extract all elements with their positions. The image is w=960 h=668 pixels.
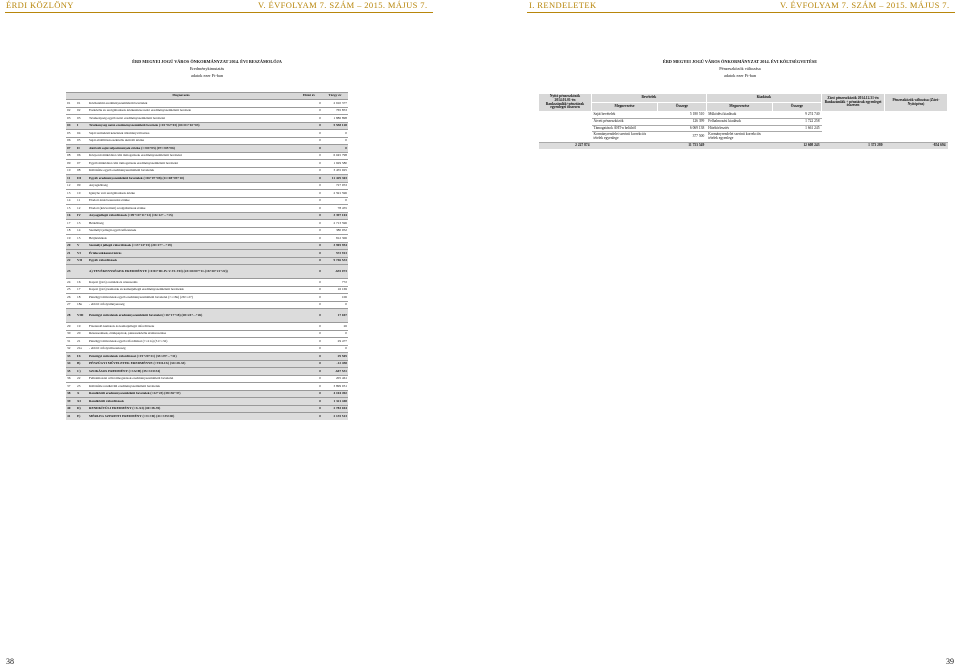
- left-journal-title: ÉRDI KÖZLÖNY: [6, 0, 74, 10]
- statement-row: [66, 294, 348, 302]
- row-code: 22: [76, 375, 88, 383]
- row-curr-value: 2 713 596: [322, 220, 348, 228]
- row-number: 12: [66, 182, 76, 190]
- rev-name: Saját bevételek: [592, 112, 658, 119]
- statement-row: [66, 286, 348, 294]
- statement-row: [66, 145, 348, 153]
- statement-row: [66, 175, 348, 183]
- row-label: Anyagköltség: [88, 182, 296, 190]
- row-code: 11: [76, 197, 88, 205]
- row-prev-value: 0: [296, 137, 322, 145]
- statement-row: [66, 107, 348, 115]
- row-number: 26: [66, 294, 76, 302]
- row-label: Saját termelésű készletek állományváltozása: [88, 130, 296, 138]
- income-statement-table: [66, 92, 348, 420]
- statement-row: [66, 398, 348, 406]
- cashflow-table: [538, 93, 948, 149]
- row-prev-value: 0: [296, 301, 322, 309]
- total-change: -854 694: [885, 142, 948, 148]
- statement-row: [66, 309, 348, 323]
- exp-amount: 9 274 740: [772, 112, 821, 119]
- row-number: 39: [66, 398, 76, 406]
- right-page-number: 39: [946, 657, 954, 666]
- row-curr-value: 106: [322, 294, 348, 302]
- row-label: Anyagjellegű ráfordítások (=09+10+11+12) (16=12+...+15): [88, 212, 296, 220]
- row-number: 08: [66, 152, 76, 160]
- statement-row: [66, 250, 348, 258]
- left-page-title: ÉRD MEGYEI JOGÚ VÁROS ÖNKORMÁNYZAT 2014. ÉVI BESZÁMOLÓJA: [132, 59, 282, 64]
- row-code: IV: [76, 212, 88, 220]
- row-label: Különféle egyéb eredményszemléletű bevételek: [88, 167, 296, 175]
- row-code: C): [76, 368, 88, 376]
- statement-row: [66, 242, 348, 250]
- row-label: Egyéb működési célú támogatások eredményszemléletű bevételei: [88, 160, 296, 168]
- row-prev-value: 0: [296, 190, 322, 198]
- row-code: VI: [76, 250, 88, 258]
- row-curr-value: 727 053: [322, 182, 348, 190]
- statement-row: [66, 330, 348, 338]
- row-prev-value: 0: [296, 100, 322, 108]
- total-revenues: 11 753 549: [658, 142, 707, 148]
- row-code: 17: [76, 286, 88, 294]
- row-number: 14: [66, 197, 76, 205]
- statement-row: [66, 227, 348, 235]
- row-code: 14: [76, 227, 88, 235]
- row-label: Bérköltség: [88, 220, 296, 228]
- row-curr-value: 1 929 580: [322, 160, 348, 168]
- row-prev-value: 0: [296, 368, 322, 376]
- row-curr-value: 765 853: [322, 107, 348, 115]
- row-prev-value: 0: [296, 220, 322, 228]
- row-label: Aktivált saját teljesítmények értéke (=±04+05) (07=±05+06): [88, 145, 296, 153]
- row-code: 12: [76, 205, 88, 213]
- row-curr-value: 11 429 303: [322, 175, 348, 183]
- row-number: 31: [66, 338, 76, 346]
- row-number: 25: [66, 286, 76, 294]
- row-prev-value: 0: [296, 413, 322, 420]
- row-label: Rendkívüli eredményszemléletű bevételek (=22+23) (38=36+37): [88, 390, 296, 398]
- statement-row: [66, 197, 348, 205]
- row-prev-value: 0: [296, 360, 322, 368]
- row-number: 27: [66, 301, 76, 309]
- statement-row: [66, 190, 348, 198]
- right-page-unit: adatok ezer Ft-ban: [724, 73, 756, 78]
- row-label: Értékcsökkenési leírás: [88, 250, 296, 258]
- row-code: 19: [76, 323, 88, 331]
- row-curr-value: 812 306: [322, 235, 348, 243]
- row-curr-value: 0: [322, 301, 348, 309]
- col-rev-name: Megnevezése: [592, 103, 658, 112]
- row-prev-value: 0: [296, 235, 322, 243]
- rev-amount: 5 180 510: [658, 112, 707, 119]
- row-curr-value: 4 104 492: [322, 390, 348, 398]
- row-number: 01: [66, 100, 76, 108]
- exp-amount: [772, 132, 821, 143]
- row-code: 18a: [76, 301, 88, 309]
- exp-name: Kormányrendelet szerinti korrekciós tételek egyenlege: [706, 132, 772, 143]
- row-code: 18: [76, 294, 88, 302]
- row-prev-value: 0: [296, 294, 322, 302]
- statement-row: [66, 405, 348, 413]
- row-prev-value: 0: [296, 323, 322, 331]
- rev-amount: 126 399: [658, 118, 707, 125]
- row-prev-value: 0: [296, 242, 322, 250]
- row-number: 09: [66, 160, 76, 168]
- row-label: Igénybe vett szolgáltatások értéke: [88, 190, 296, 198]
- row-prev-value: 0: [296, 279, 322, 287]
- statement-row: [66, 345, 348, 353]
- row-label: - ebből: árfolyamveszteség: [88, 345, 296, 353]
- row-curr-value: 2 910 377: [322, 100, 348, 108]
- col-revenues: Bevételek: [592, 94, 707, 103]
- row-number: 16: [66, 212, 76, 220]
- row-prev-value: 0: [296, 345, 322, 353]
- row-curr-value: 0: [322, 330, 348, 338]
- header-rule-left: [5, 12, 433, 13]
- row-prev-value: 0: [296, 122, 322, 130]
- row-code: 08: [76, 167, 88, 175]
- exp-name: Hiteltörlesztés: [706, 125, 772, 132]
- left-page-subtitle: Eredménykimutatás: [189, 66, 225, 71]
- row-code: 05: [76, 137, 88, 145]
- row-code: 04: [76, 130, 88, 138]
- col-rev-amount: Összege: [658, 103, 707, 112]
- row-curr-value: 1 321 448: [322, 398, 348, 406]
- row-curr-value: 0: [322, 145, 348, 153]
- row-code: E): [76, 413, 88, 420]
- row-curr-value: 205 461: [322, 375, 348, 383]
- row-number: 29: [66, 323, 76, 331]
- row-label: Felhalmozási célú támogatások eredményszemléletű bevételei: [88, 375, 296, 383]
- right-page-title: ÉRD MEGYEI JOGÚ VÁROS ÖNKORMÁNYZAT 2014. ÉVI KÖLTSÉGVETÉSE: [662, 59, 818, 64]
- row-code: 01: [76, 100, 88, 108]
- row-label: Személyi jellegű egyéb kifizetések: [88, 227, 296, 235]
- statement-row: [66, 279, 348, 287]
- statement-row: [66, 323, 348, 331]
- cashflow-total-row: [539, 142, 948, 148]
- right-issue-info: V. ÉVFOLYAM 7. SZÁM – 2015. MÁJUS 7.: [780, 0, 950, 10]
- row-label: PÉNZÜGYI MŰVELETEK EREDMÉNYE (=VIII-IX) (34=28-33): [88, 360, 296, 368]
- row-code: 23: [76, 383, 88, 391]
- row-code: 13: [76, 220, 88, 228]
- row-number: 28: [66, 309, 76, 323]
- statement-row: [66, 353, 348, 361]
- row-prev-value: 0: [296, 175, 322, 183]
- row-number: 32: [66, 345, 76, 353]
- row-label: Eladott áruk beszerzési értéke: [88, 197, 296, 205]
- row-number: 21: [66, 250, 76, 258]
- row-number: 30: [66, 330, 76, 338]
- row-code: 06: [76, 152, 88, 160]
- rev-name: Támogatások ÁHT-n belülről: [592, 125, 658, 132]
- row-code: [76, 265, 88, 279]
- row-code: II: [76, 145, 88, 153]
- row-prev-value: 0: [296, 115, 322, 123]
- row-number: 23: [66, 265, 76, 279]
- row-number: 22: [66, 257, 76, 265]
- statement-row: [66, 368, 348, 376]
- row-number: 07: [66, 145, 76, 153]
- row-prev-value: 0: [296, 182, 322, 190]
- exp-amount: 1 722 258: [772, 118, 821, 125]
- row-number: 15: [66, 205, 76, 213]
- rev-amount: 6 069 138: [658, 125, 707, 132]
- statement-row: [66, 182, 348, 190]
- row-label: Fizetendő kamatok és kamatjellegű ráfordítások: [88, 323, 296, 331]
- row-code: V: [76, 242, 88, 250]
- col-header-name: Megnevezés: [66, 93, 296, 100]
- row-curr-value: 0: [322, 137, 348, 145]
- col-header-prev: Előző év: [296, 93, 322, 100]
- statement-row: [66, 413, 348, 420]
- rev-name: Átvett pénzeszközök: [592, 118, 658, 125]
- row-prev-value: 0: [296, 390, 322, 398]
- row-prev-value: 0: [296, 398, 322, 406]
- row-code: B): [76, 360, 88, 368]
- row-number: 33: [66, 353, 76, 361]
- row-prev-value: 0: [296, 197, 322, 205]
- row-curr-value: 16 169: [322, 286, 348, 294]
- row-code: 21a: [76, 345, 88, 353]
- row-label: Egyéb ráfordítások: [88, 257, 296, 265]
- statement-row: [66, 220, 348, 228]
- row-prev-value: 0: [296, 250, 322, 258]
- row-curr-value: 0: [322, 345, 348, 353]
- statement-row: [66, 167, 348, 175]
- statement-row: [66, 212, 348, 220]
- statement-row: [66, 122, 348, 130]
- row-label: Eladott (közvetített) szolgáltatások értéke: [88, 205, 296, 213]
- row-label: A) TEVÉKENYSÉGEK EREDMÉNYE (=I±II+III-IV-V-VI-VII) (23=04±07+11-(16+20+21+22)): [88, 265, 296, 279]
- row-code: 16: [76, 279, 88, 287]
- statement-row: [66, 338, 348, 346]
- row-curr-value: 572 913: [322, 250, 348, 258]
- statement-row: [66, 390, 348, 398]
- statement-row: [66, 152, 348, 160]
- row-code: 07: [76, 160, 88, 168]
- row-number: 13: [66, 190, 76, 198]
- row-number: 35: [66, 368, 76, 376]
- col-change: Pénzeszközök változása (Záró-Nyitópénz): [885, 94, 948, 112]
- row-number: 18: [66, 227, 76, 235]
- row-curr-value: 772: [322, 279, 348, 287]
- header-rule-right: [527, 12, 955, 13]
- statement-row: [66, 130, 348, 138]
- row-prev-value: 0: [296, 265, 322, 279]
- row-label: Részesedések, értékpapírok, pénzeszközök értékvesztése: [88, 330, 296, 338]
- statement-row: [66, 257, 348, 265]
- statement-row: [66, 160, 348, 168]
- row-curr-value: 9 746 533: [322, 257, 348, 265]
- statement-row: [66, 115, 348, 123]
- row-number: 03: [66, 115, 76, 123]
- row-number: 34: [66, 360, 76, 368]
- row-curr-value: 6 045 798: [322, 152, 348, 160]
- row-number: 37: [66, 383, 76, 391]
- row-code: X: [76, 390, 88, 398]
- row-number: 11: [66, 175, 76, 183]
- row-number: 41: [66, 413, 76, 420]
- row-curr-value: 2 783 044: [322, 405, 348, 413]
- row-label: Eszközök és szolgáltatások értékesítése nettó eredményszemléletű bevétele: [88, 107, 296, 115]
- row-curr-value: 2 135 513: [322, 413, 348, 420]
- row-label: Személyi jellegű ráfordítások (=13+14+15) (20=17+...+19): [88, 242, 296, 250]
- total-opening: 2 227 874: [539, 142, 592, 148]
- statement-row: [66, 137, 348, 145]
- row-label: RENDKÍVÜLI EREDMÉNY (=X-XI) (40=38-39): [88, 405, 296, 413]
- row-label: Bérjárulékok: [88, 235, 296, 243]
- statement-row: [66, 205, 348, 213]
- row-label: Tevékenység nettó eredményszemléletű bevétele (=01+02+03) (04=01+02+03): [88, 122, 296, 130]
- row-code: I: [76, 122, 88, 130]
- row-curr-value: 78 455: [322, 205, 348, 213]
- row-curr-value: 3 455 925: [322, 167, 348, 175]
- exp-amount: 1 661 245: [772, 125, 821, 132]
- statement-row: [66, 100, 348, 108]
- row-prev-value: 0: [296, 286, 322, 294]
- row-code: 21: [76, 338, 88, 346]
- row-label: Pénzügyi műveletek egyéb ráfordításai (>=21a) (31>=32): [88, 338, 296, 346]
- statement-row: [66, 375, 348, 383]
- row-code: VII: [76, 257, 88, 265]
- row-prev-value: 0: [296, 353, 322, 361]
- row-prev-value: 0: [296, 338, 322, 346]
- row-label: SZOKÁSOS EREDMÉNY (=±A±B) (35=±23±34): [88, 368, 296, 376]
- row-label: Pénzügyi műveletek egyéb eredményszemléletű bevételei (>=18a) (26>=27): [88, 294, 296, 302]
- row-label: Kapott (járó) kamatok és kamatjellegű eredményszemléletű bevételek: [88, 286, 296, 294]
- right-page-subtitle: Pénzeszközök változása: [719, 66, 761, 71]
- row-prev-value: 0: [296, 383, 322, 391]
- row-number: 02: [66, 107, 76, 115]
- row-curr-value: -635 073: [322, 265, 348, 279]
- row-code: 15: [76, 235, 88, 243]
- row-curr-value: 17 047: [322, 309, 348, 323]
- col-opening: Nyitó pénzeszközök 2014.01.01-én Bankszámlák+pénztárak egyenlegei összesen: [539, 94, 592, 112]
- row-prev-value: 0: [296, 145, 322, 153]
- col-expenses: Kiadások: [706, 94, 821, 103]
- row-prev-value: 0: [296, 309, 322, 323]
- row-code: 03: [76, 115, 88, 123]
- row-prev-value: 0: [296, 130, 322, 138]
- row-prev-value: 0: [296, 405, 322, 413]
- rev-name: Kormányrendelet szerinti korrekciós tételek egyenlege: [592, 132, 658, 143]
- row-prev-value: 0: [296, 205, 322, 213]
- statement-row: [66, 265, 348, 279]
- row-curr-value: 26: [322, 323, 348, 331]
- statement-row: [66, 235, 348, 243]
- rev-amount: 377 500: [658, 132, 707, 143]
- row-code: 02: [76, 107, 88, 115]
- row-label: Központi működési célú támogatások eredményszemléletű bevételei: [88, 152, 296, 160]
- row-prev-value: 0: [296, 152, 322, 160]
- row-curr-value: 0: [322, 130, 348, 138]
- row-number: 10: [66, 167, 76, 175]
- row-number: 38: [66, 390, 76, 398]
- row-curr-value: 2 591 596: [322, 190, 348, 198]
- row-label: Különféle rendkívüli eredményszemléletű bevételek: [88, 383, 296, 391]
- row-code: 20: [76, 330, 88, 338]
- total-closing: 1 373 280: [822, 142, 885, 148]
- row-curr-value: 3 397 104: [322, 212, 348, 220]
- row-prev-value: 0: [296, 167, 322, 175]
- col-closing: Záró pénzeszközök 2014.12.31-én Bankszámlák + pénztárak egyenlegei összesen: [822, 94, 885, 112]
- statement-row: [66, 360, 348, 368]
- cashflow-heading: [600, 58, 880, 79]
- row-curr-value: -647 531: [322, 368, 348, 376]
- row-number: 05: [66, 130, 76, 138]
- left-page-number: 38: [6, 657, 14, 666]
- row-number: 40: [66, 405, 76, 413]
- row-curr-value: 1 886 898: [322, 115, 348, 123]
- row-number: 20: [66, 242, 76, 250]
- row-label: MÉRLEG SZERINTI EREDMÉNY (=±C±D) (41=±35±40): [88, 413, 296, 420]
- col-exp-amount: Összege: [772, 103, 821, 112]
- income-statement-heading: [66, 58, 348, 79]
- statement-row: [66, 383, 348, 391]
- row-label: Rendkívüli ráfordítások: [88, 398, 296, 406]
- row-code: III: [76, 175, 88, 183]
- row-code: IX: [76, 353, 88, 361]
- left-issue-info: V. ÉVFOLYAM 7. SZÁM – 2015. MÁJUS 7.: [258, 0, 428, 10]
- row-prev-value: 0: [296, 212, 322, 220]
- row-code: VIII: [76, 309, 88, 323]
- col-exp-name: Megnevezése: [706, 103, 772, 112]
- exp-name: Felhalmozási kiadások: [706, 118, 772, 125]
- row-label: Egyéb eredményszemléletű bevételek (=06+07+08) (11=08+09+10): [88, 175, 296, 183]
- row-number: 24: [66, 279, 76, 287]
- row-label: - ebből: árfolyamnyereség: [88, 301, 296, 309]
- row-curr-value: 380 052: [322, 227, 348, 235]
- right-section-title: I. RENDELETEK: [529, 0, 597, 10]
- col-header-curr: Tárgy év: [322, 93, 348, 100]
- row-curr-value: 29 477: [322, 338, 348, 346]
- cashflow-row: [539, 112, 948, 119]
- row-curr-value: 29 505: [322, 353, 348, 361]
- row-label: Pénzügyi műveletek ráfordításai (=19+20+21) (33=29+...+31): [88, 353, 296, 361]
- row-code: XI: [76, 398, 88, 406]
- row-label: Pénzügyi műveletek eredményszemléletű bevételei (=16+17+18) (28=24+...+26): [88, 309, 296, 323]
- row-label: Kapott (járó) osztalék és részesedés: [88, 279, 296, 287]
- row-curr-value: -12 458: [322, 360, 348, 368]
- row-prev-value: 0: [296, 160, 322, 168]
- row-number: 17: [66, 220, 76, 228]
- row-label: Tevékenység egyéb nettó eredményszemléletű bevételei: [88, 115, 296, 123]
- row-prev-value: 0: [296, 375, 322, 383]
- row-number: 36: [66, 375, 76, 383]
- row-curr-value: 0: [322, 197, 348, 205]
- row-prev-value: 0: [296, 107, 322, 115]
- row-curr-value: 5 558 128: [322, 122, 348, 130]
- row-curr-value: 3 899 031: [322, 383, 348, 391]
- exp-name: Működési kiadások: [706, 112, 772, 119]
- row-code: D): [76, 405, 88, 413]
- row-label: Közhatalmi eredményszemléletű bevételek: [88, 100, 296, 108]
- row-prev-value: 0: [296, 227, 322, 235]
- row-number: 06: [66, 137, 76, 145]
- row-code: 09: [76, 182, 88, 190]
- row-code: 10: [76, 190, 88, 198]
- row-prev-value: 0: [296, 330, 322, 338]
- row-label: Saját előállítású eszközök aktivált értéke: [88, 137, 296, 145]
- statement-row: [66, 301, 348, 309]
- total-expenses: 12 608 243: [772, 142, 821, 148]
- row-number: 19: [66, 235, 76, 243]
- row-prev-value: 0: [296, 257, 322, 265]
- left-page-unit: adatok ezer Ft-ban: [191, 73, 223, 78]
- row-curr-value: 3 905 954: [322, 242, 348, 250]
- row-number: 04: [66, 122, 76, 130]
